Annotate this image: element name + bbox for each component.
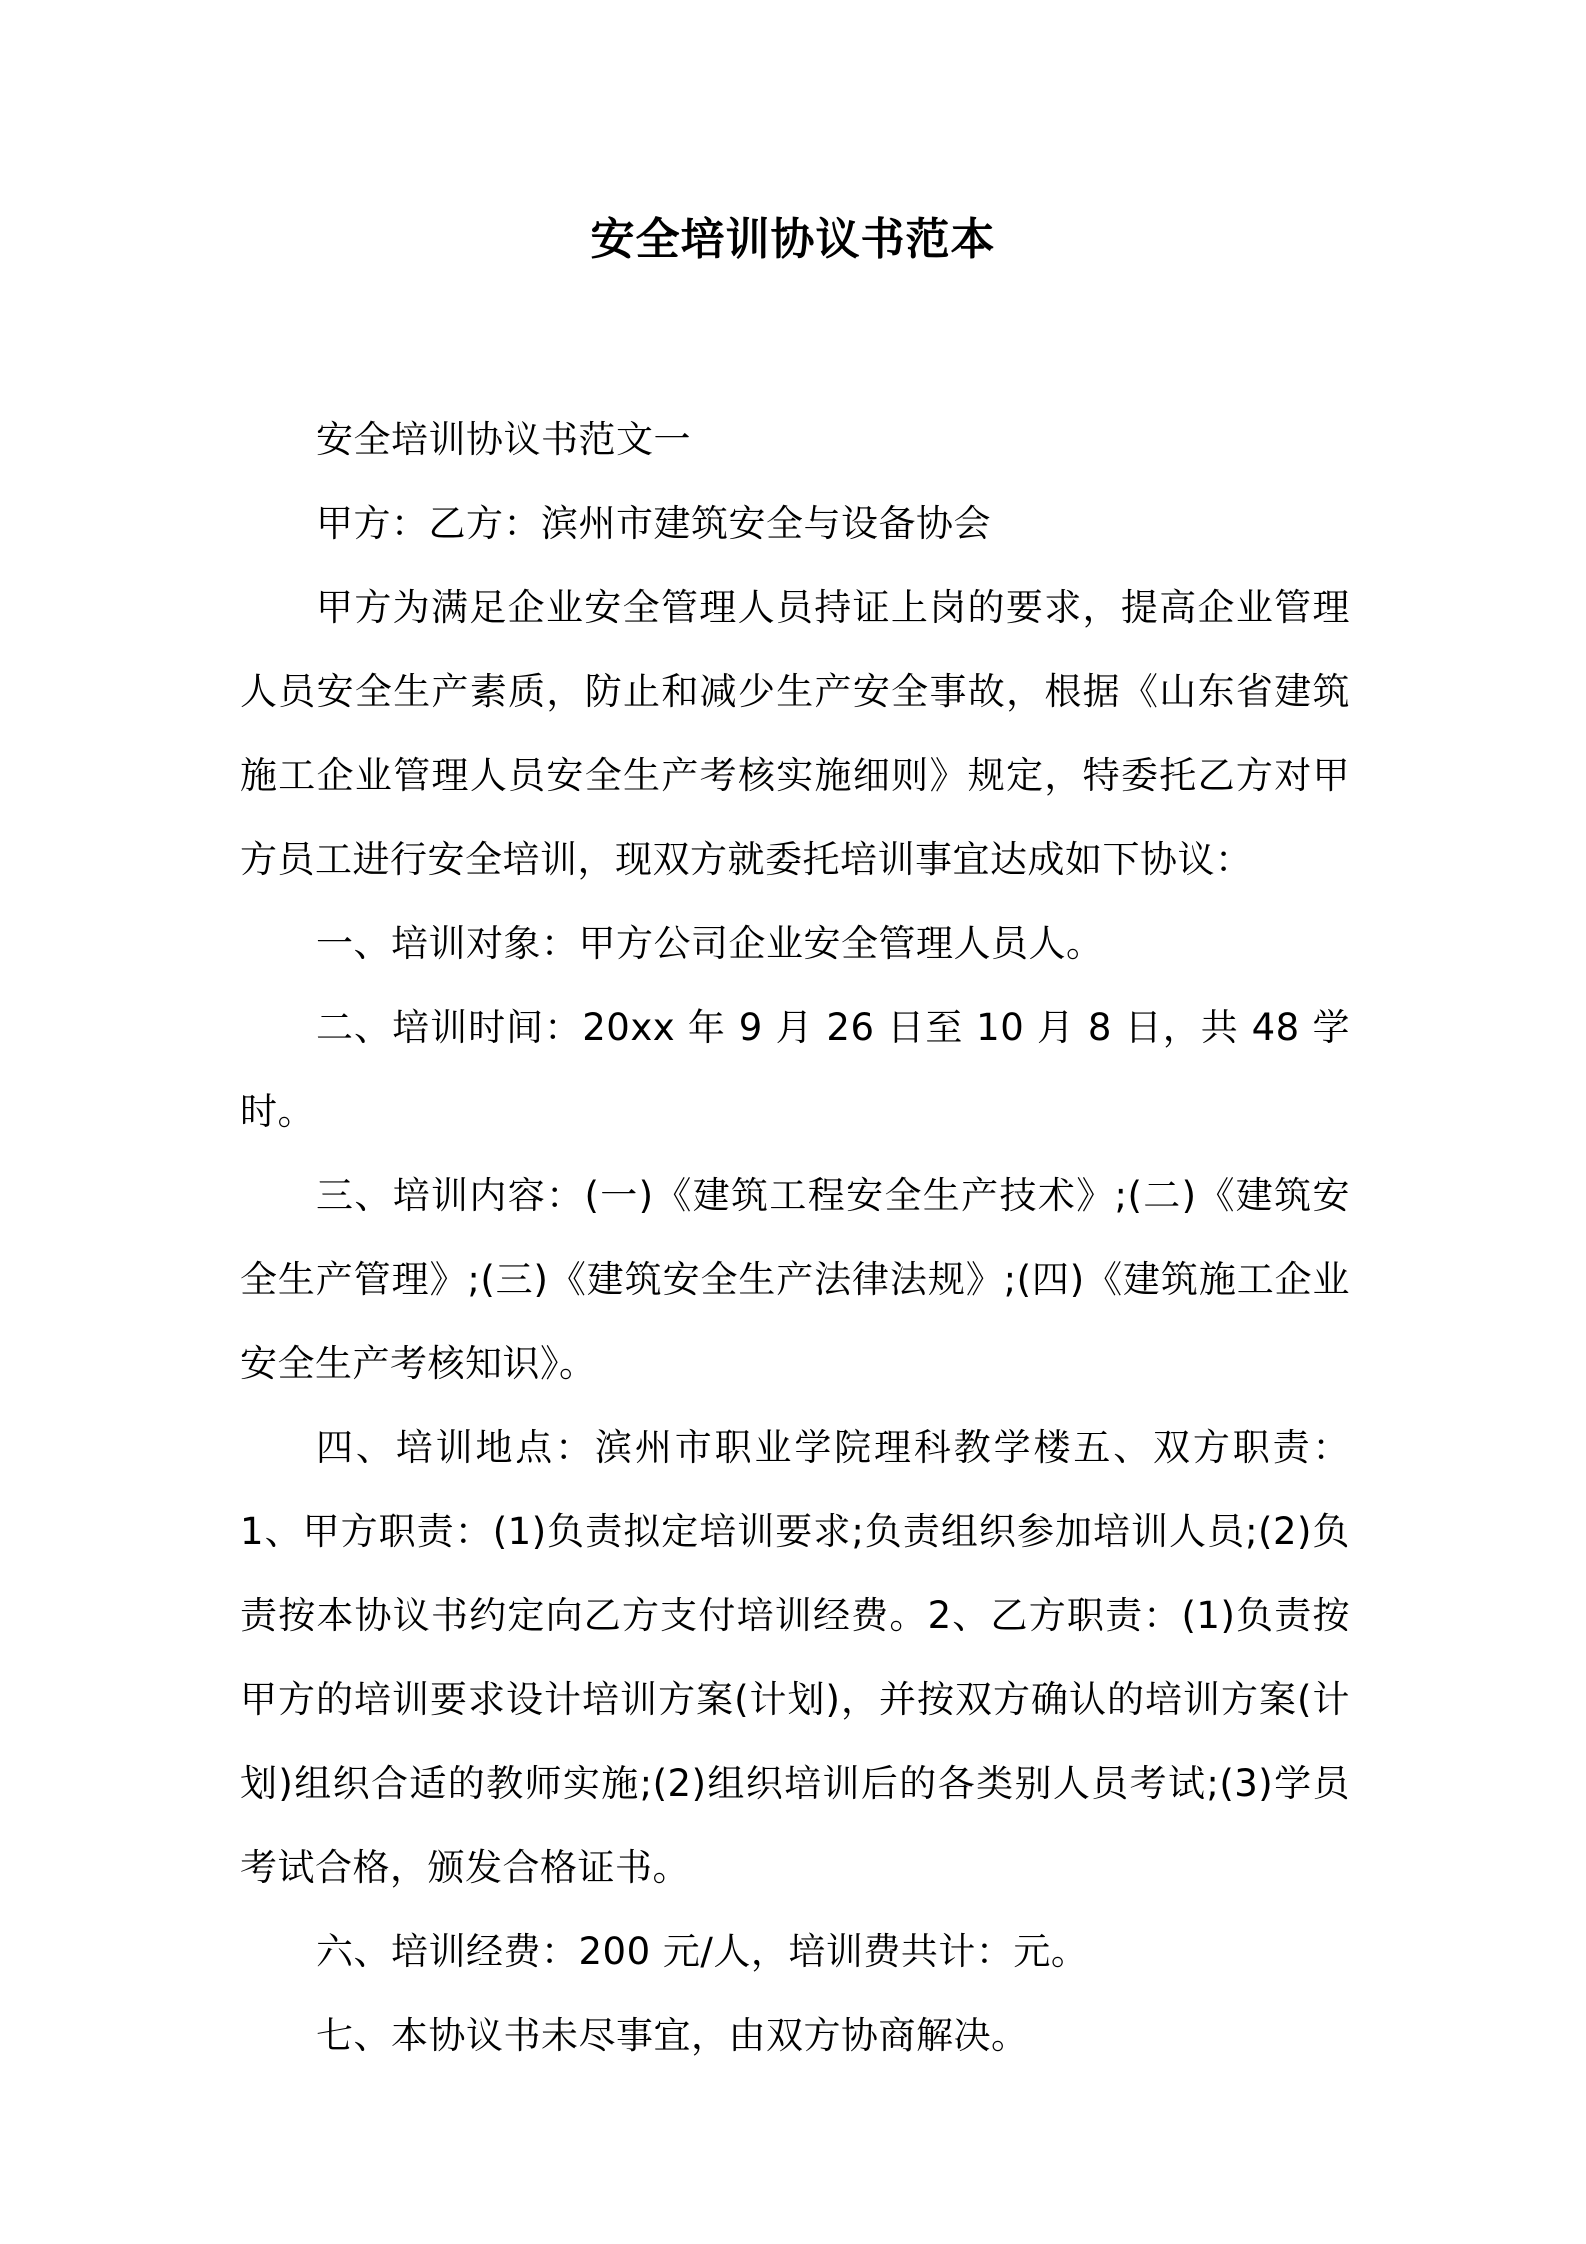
paragraph-subtitle: 安全培训协议书范文一: [316, 418, 691, 461]
paragraph-training-time: 二、培训时间：20xx 年 9 月 26 日至 10 月 8 日，共 48 学时。: [240, 1006, 1350, 1133]
paragraph-training-content: 三、培训内容：(一)《建筑工程安全生产技术》;(二)《建筑安全生产管理》;(三)《建筑安全生产法律法规》;(四)《建筑施工企业安全生产考核知识》。: [240, 1174, 1350, 1385]
document-title: 安全培训协议书范本: [590, 214, 996, 265]
document-body: [240, 398, 1350, 2078]
paragraph-parties: 甲方：乙方：滨州市建筑安全与设备协会: [316, 502, 991, 545]
paragraph-purpose: 甲方为满足企业安全管理人员持证上岗的要求，提高企业管理人员安全生产素质，防止和减少生产安全事故，根据《山东省建筑施工企业管理人员安全生产考核实施细则》规定，特委托乙方对甲方员工进行安全培训，现双方就委托培训事宜达成如下协议：: [240, 586, 1350, 881]
paragraph-training-fee: 六、培训经费：200 元/人，培训费共计：元。: [316, 1930, 1089, 1973]
paragraph-training-target: 一、培训对象：甲方公司企业安全管理人员人。: [316, 922, 1104, 965]
paragraph-other-matters: 七、本协议书未尽事宜，由双方协商解决。: [316, 2014, 1029, 2057]
paragraph-location-and-duties: 四、培训地点：滨州市职业学院理科教学楼五、双方职责：1、甲方职责：(1)负责拟定培训要求;负责组织参加培训人员;(2)负责按本协议书约定向乙方支付培训经费。2、乙方职责：(1)负责按甲方的培训要求设计培训方案(计划)，并按双方确认的培训方案(计划)组织合适的教师实施;(2)组织培训后的各类别人员考试;(3)学员考试合格，颁发合格证书。: [240, 1426, 1350, 1889]
